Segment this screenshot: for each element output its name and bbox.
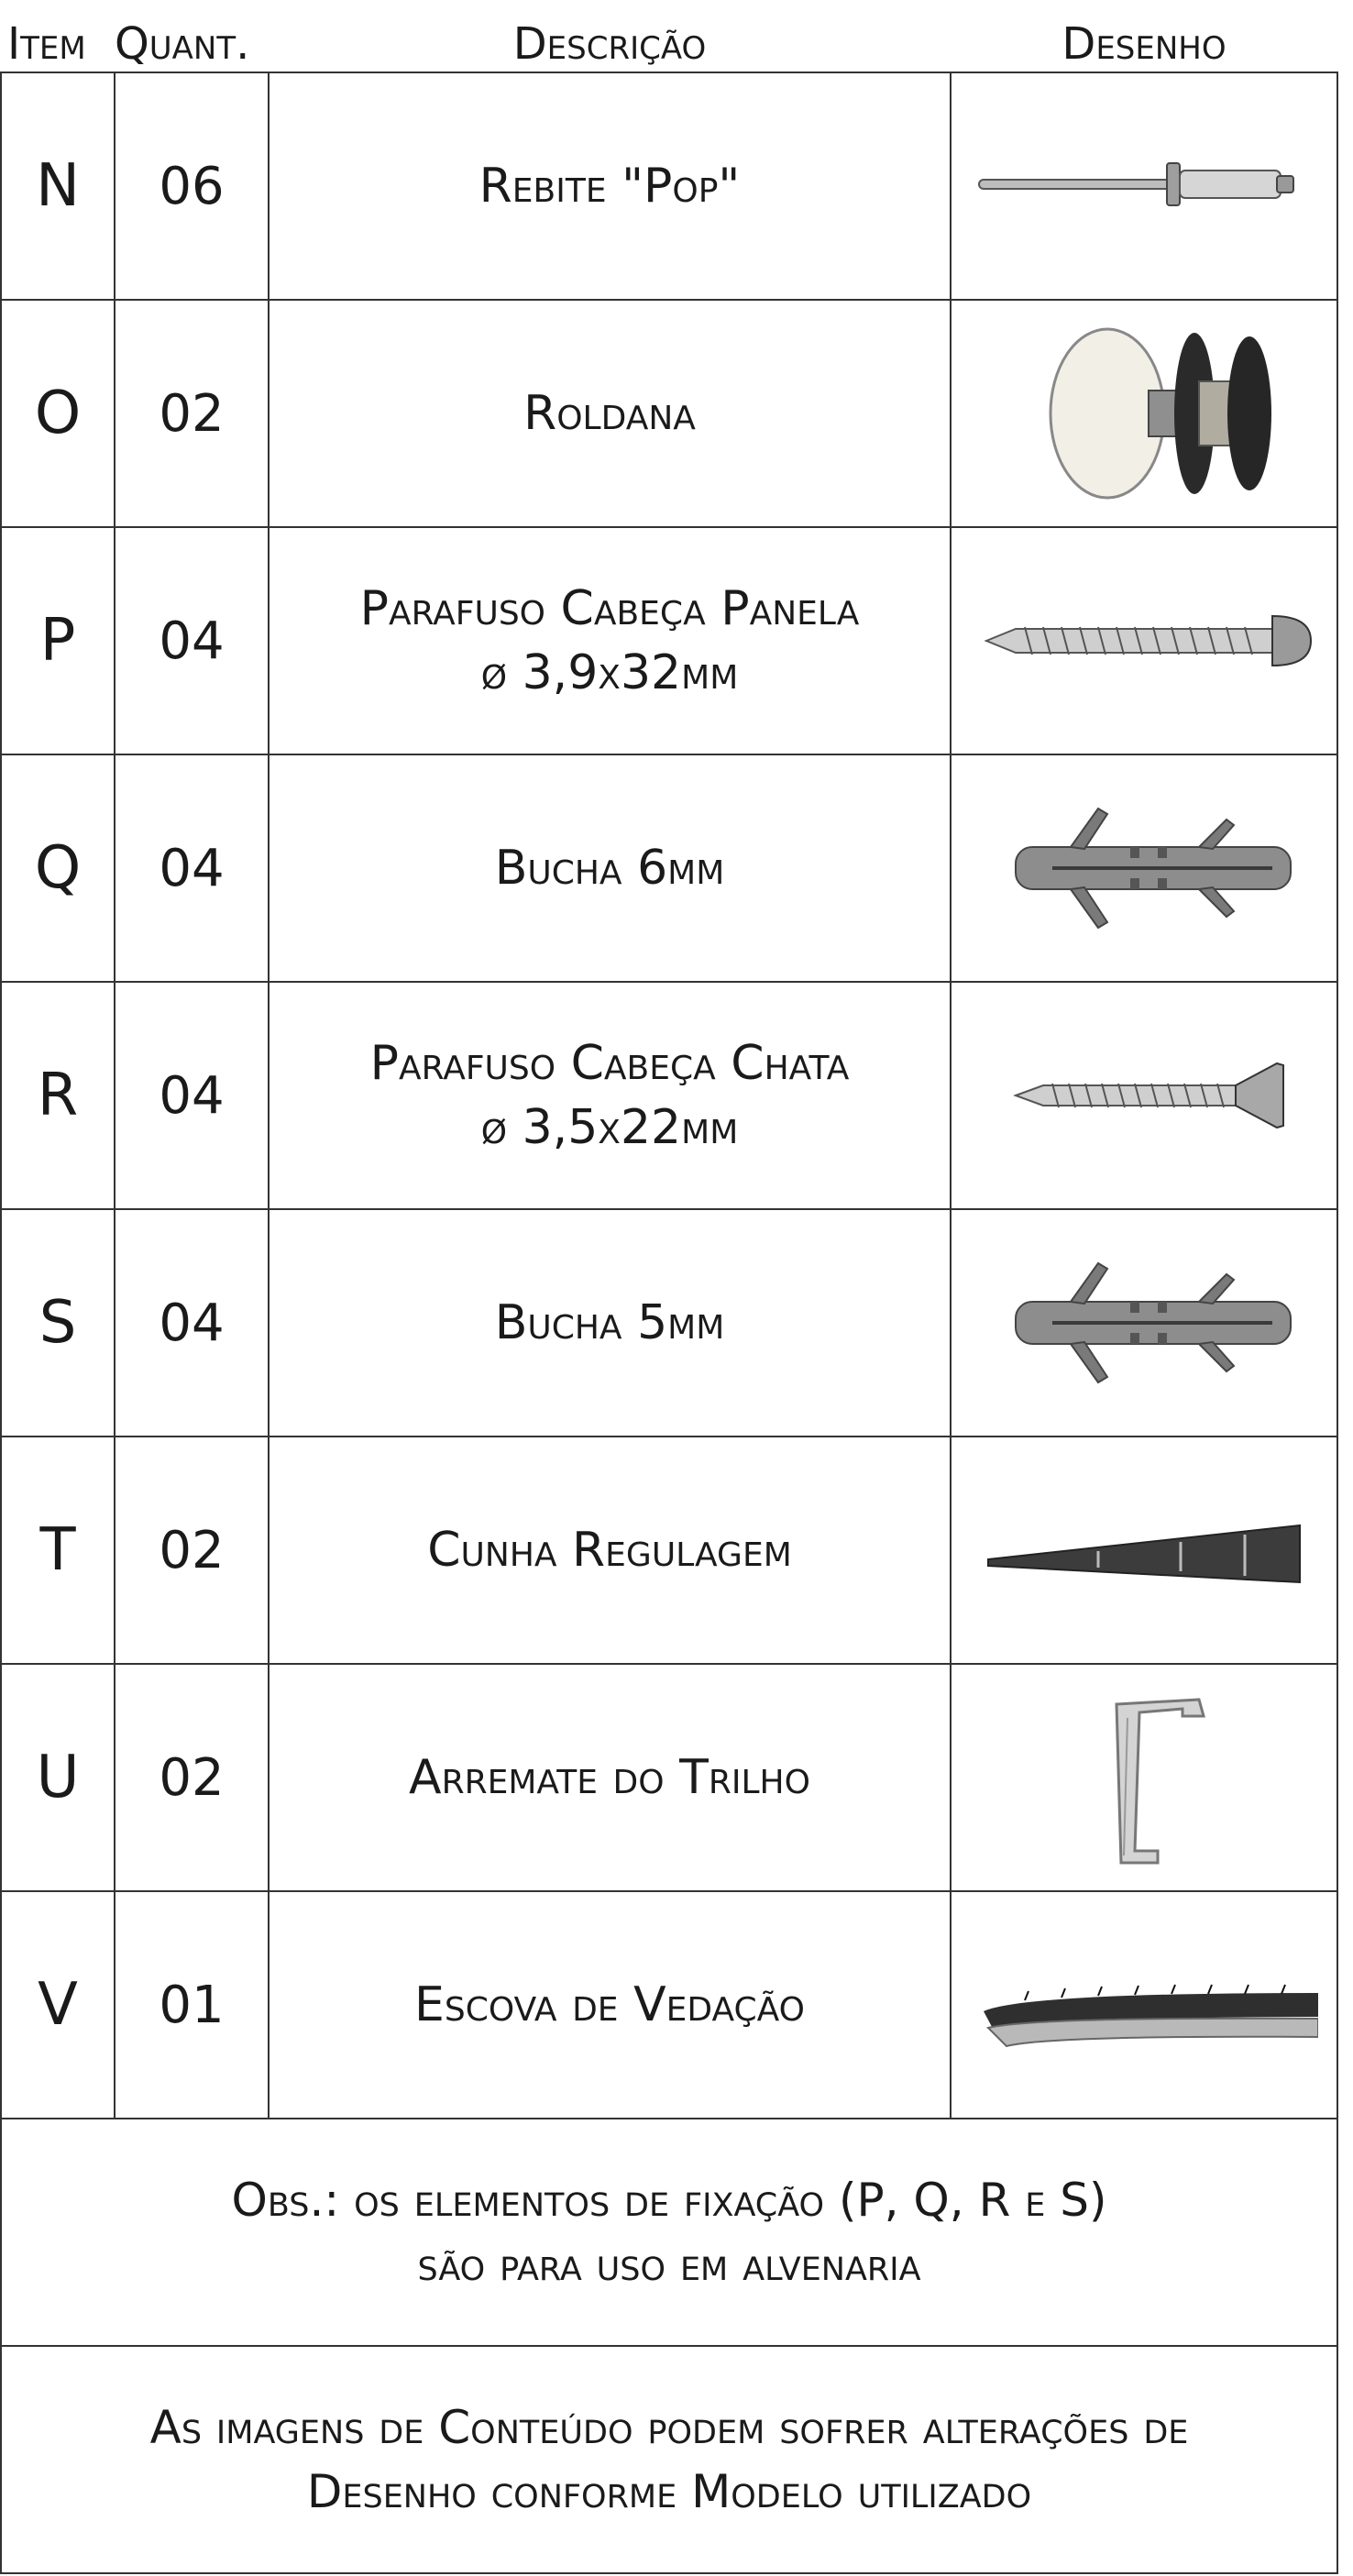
item-description (270, 301, 952, 526)
header-description: Descrição (512, 18, 707, 70)
table-row (2, 755, 1336, 983)
header-quantity: Quant. (115, 18, 250, 70)
item-letter: O (2, 301, 116, 526)
item-drawing (952, 1210, 1336, 1436)
item-letter: V (2, 1892, 116, 2118)
item-drawing (952, 73, 1336, 299)
wall-anchor-icon (970, 1227, 1318, 1419)
item-description-line1: Parafuso Cabeça Chata (369, 1035, 850, 1091)
flat-head-screw-icon (970, 999, 1318, 1192)
disclaimer-line1: As imagens de Conteúdo podem sofrer alterações de (149, 2401, 1189, 2454)
item-quantity: 04 (116, 528, 270, 754)
item-quantity: 02 (116, 1437, 270, 1663)
observation-line2: são para uso em alvenaria (417, 2238, 921, 2291)
item-quantity: 02 (116, 301, 270, 526)
item-description (270, 983, 952, 1208)
item-letter: P (2, 528, 116, 754)
item-description-line1: Cunha Regulagem (427, 1522, 792, 1578)
rail-end-cap-icon (970, 1681, 1318, 1874)
item-description-line1: Rebite "Pop" (478, 158, 741, 214)
item-letter: T (2, 1437, 116, 1663)
item-drawing (952, 755, 1336, 981)
item-description-line1: Bucha 5mm (494, 1294, 725, 1350)
wall-anchor-icon (970, 772, 1318, 964)
item-description-line2: ø 3,9x32mm (480, 645, 739, 700)
item-description-line1: Roldana (523, 385, 696, 441)
item-drawing (952, 1437, 1336, 1663)
item-drawing (952, 528, 1336, 754)
item-description (270, 1665, 952, 1890)
item-letter: N (2, 73, 116, 299)
table-row (2, 301, 1336, 528)
header-item: Item (7, 18, 86, 70)
item-letter: Q (2, 755, 116, 981)
table-row (2, 1437, 1336, 1665)
item-letter: U (2, 1665, 116, 1890)
item-description (270, 755, 952, 981)
item-description (270, 73, 952, 299)
item-description-line1: Arremate do Trilho (409, 1749, 810, 1805)
sealing-brush-icon (970, 1909, 1318, 2101)
observation-line1: Obs.: os elementos de fixação (P, Q, R e S) (231, 2174, 1107, 2227)
item-description-line1: Bucha 6mm (494, 840, 725, 896)
item-description (270, 1892, 952, 2118)
pop-rivet-icon (970, 90, 1318, 282)
item-quantity: 06 (116, 73, 270, 299)
item-description-line1: Parafuso Cabeça Panela (359, 580, 860, 636)
observation-note (2, 2119, 1336, 2347)
header-drawing: Desenho (1062, 18, 1226, 70)
item-quantity: 01 (116, 1892, 270, 2118)
disclaimer-line2: Desenho conforme Modelo utilizado (306, 2465, 1032, 2518)
table-row (2, 1665, 1336, 1892)
table-row (2, 1892, 1336, 2119)
item-description (270, 1437, 952, 1663)
item-quantity: 02 (116, 1665, 270, 1890)
item-quantity: 04 (116, 983, 270, 1208)
item-quantity: 04 (116, 755, 270, 981)
item-description (270, 1210, 952, 1436)
item-description (270, 528, 952, 754)
item-letter: S (2, 1210, 116, 1436)
disclaimer-note (2, 2347, 1336, 2574)
item-description-line1: Escova de Vedação (414, 1976, 805, 2032)
pulley-wheel-icon (970, 317, 1318, 510)
table-row (2, 528, 1336, 755)
item-drawing (952, 1892, 1336, 2118)
table-row (2, 1210, 1336, 1437)
table-row (2, 983, 1336, 1210)
item-drawing (952, 301, 1336, 526)
item-drawing (952, 983, 1336, 1208)
item-quantity: 04 (116, 1210, 270, 1436)
adjustment-wedge-icon (970, 1454, 1318, 1646)
item-drawing (952, 1665, 1336, 1890)
item-letter: R (2, 983, 116, 1208)
table-row (2, 73, 1336, 301)
parts-table (0, 72, 1338, 2574)
pan-head-screw-icon (970, 545, 1318, 737)
item-description-line2: ø 3,5x22mm (480, 1100, 739, 1155)
